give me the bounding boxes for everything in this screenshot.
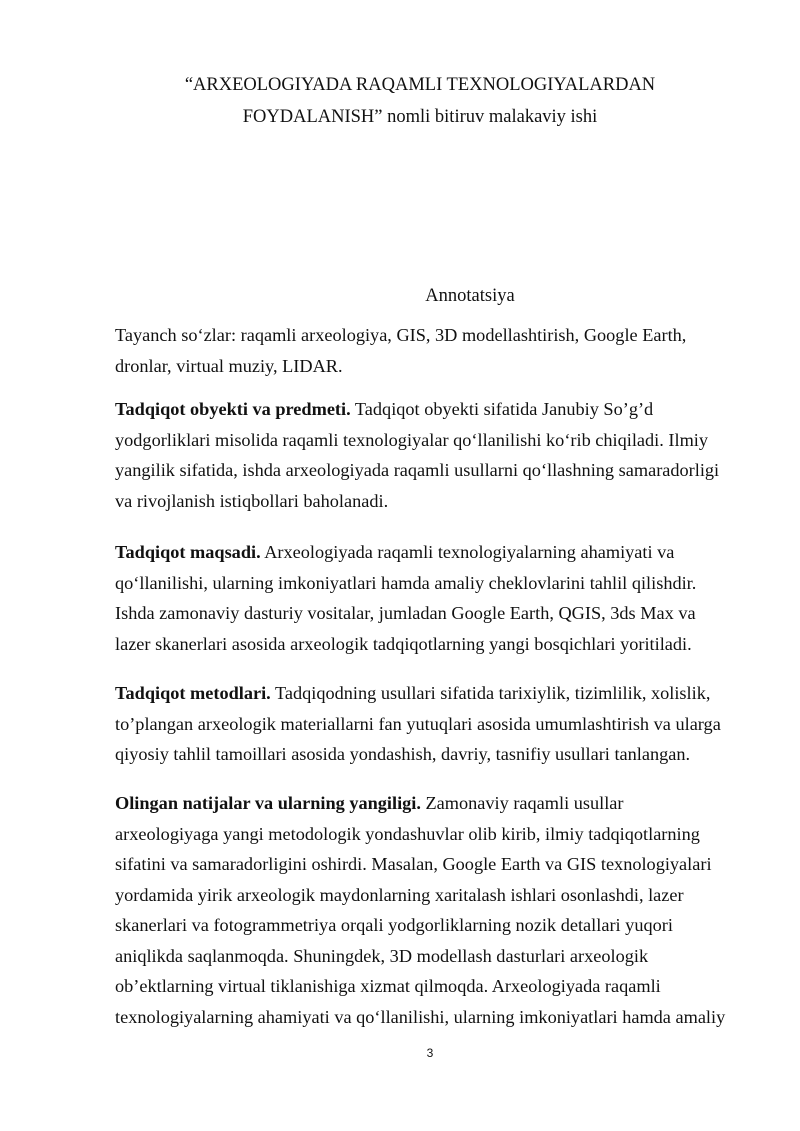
paragraph-line: sifatini va samaradorligini oshirdi. Masalan, Google Earth va GIS texnologiyalari — [115, 854, 712, 874]
document-title-line-1: “ARXEOLOGIYADA RAQAMLI TEXNOLOGIYALARDAN — [184, 75, 656, 95]
paragraph-line: yordamida yirik arxeologik maydonlarning xaritalash ishlari osonlashdi, lazer — [115, 884, 684, 905]
paragraph-text: Tadqiqot obyekti sifatida Janubiy So’g’d — [350, 399, 654, 419]
paragraph-first-line — [115, 788, 750, 819]
paragraph-line: dronlar, virtual muziy, LIDAR. — [115, 355, 343, 376]
paragraph-line: skanerlari va fotogrammetriya orqali yodgorliklarning nozik detallari yuqori — [115, 915, 673, 935]
paragraph-lead: Tadqiqot metodlari. — [115, 683, 271, 703]
paragraph-line: qo‘llanilishi, ularning imkoniyatlari hamda amaliy cheklovlarini tahlil qilishdir. — [115, 572, 697, 593]
document-title-line-2: FOYDALANISH” nomli bitiruv malakaviy ishi — [242, 107, 598, 127]
paragraph-lead: Tadqiqot obyekti va predmeti. — [115, 399, 351, 419]
paragraph-line: Ishda zamonaviy dasturiy vositalar, jumladan Google Earth, QGIS, 3ds Max va — [115, 603, 696, 623]
paragraph-line: yodgorliklari misolida raqamli texnologiyalar qo‘llanilishi ko‘rib chiqiladi. Ilmiy — [115, 429, 709, 450]
paragraph-line: to’plangan arxeologik materiallarni fan yutuqlari asosida umumlashtirish va ularga — [115, 713, 721, 734]
paragraph-text: Zamonaviy raqamli usullar — [420, 793, 624, 813]
paragraph-first-line — [115, 537, 750, 568]
paragraph-line: qiyosiy tahlil tamoillari asosida yondashish, davriy, tasnifiy usullari tanlangan. — [115, 744, 691, 764]
paragraph-lead: Olingan natijalar va ularning yangiligi. — [115, 793, 421, 813]
paragraph-research-object — [115, 394, 750, 516]
paragraph-research-goal — [115, 537, 750, 659]
page-number: 3 — [426, 1046, 434, 1060]
paragraph-line: ob’ektlarning virtual tiklanishiga xizmat qilmoqda. Arxeologiyada raqamli — [115, 976, 661, 996]
paragraph-text: Tadqiqodning usullari sifatida tarixiylik, tizimlilik, xolislik, — [270, 683, 711, 703]
section-heading: Annotatsiya — [425, 286, 515, 306]
paragraph-results — [115, 788, 750, 1032]
paragraph-research-methods — [115, 678, 750, 770]
paragraph-line: texnologiyalarning ahamiyati va qo‘llanilishi, ularning imkoniyatlari hamda amaliy — [115, 1006, 726, 1027]
paragraph-line: va rivojlanish istiqbollari baholanadi. — [115, 490, 389, 511]
paragraph-first-line — [115, 678, 750, 709]
paragraph-keywords — [115, 320, 750, 381]
paragraph-line: lazer skanerlari asosida arxeologik tadqiqotlarning yangi bosqichlari yoritiladi. — [115, 633, 692, 654]
paragraph-lead: Tadqiqot maqsadi. — [115, 542, 261, 562]
paragraph-first-line — [115, 394, 750, 425]
paragraph-line: Tayanch so‘zlar: raqamli arxeologiya, GIS, 3D modellashtirish, Google Earth, — [115, 325, 687, 345]
paragraph-line: aniqlikda saqlanmoqda. Shuningdek, 3D modellash dasturlari arxeologik — [115, 945, 649, 966]
paragraph-line: yangilik sifatida, ishda arxeologiyada raqamli usullarni qo‘llashning samaradorligi — [115, 460, 720, 480]
paragraph-text: Arxeologiyada raqamli texnologiyalarning ahamiyati va — [260, 542, 675, 562]
paragraph-line: arxeologiyaga yangi metodologik yondashuvlar olib kirib, ilmiy tadqiqotlarning — [115, 823, 700, 844]
